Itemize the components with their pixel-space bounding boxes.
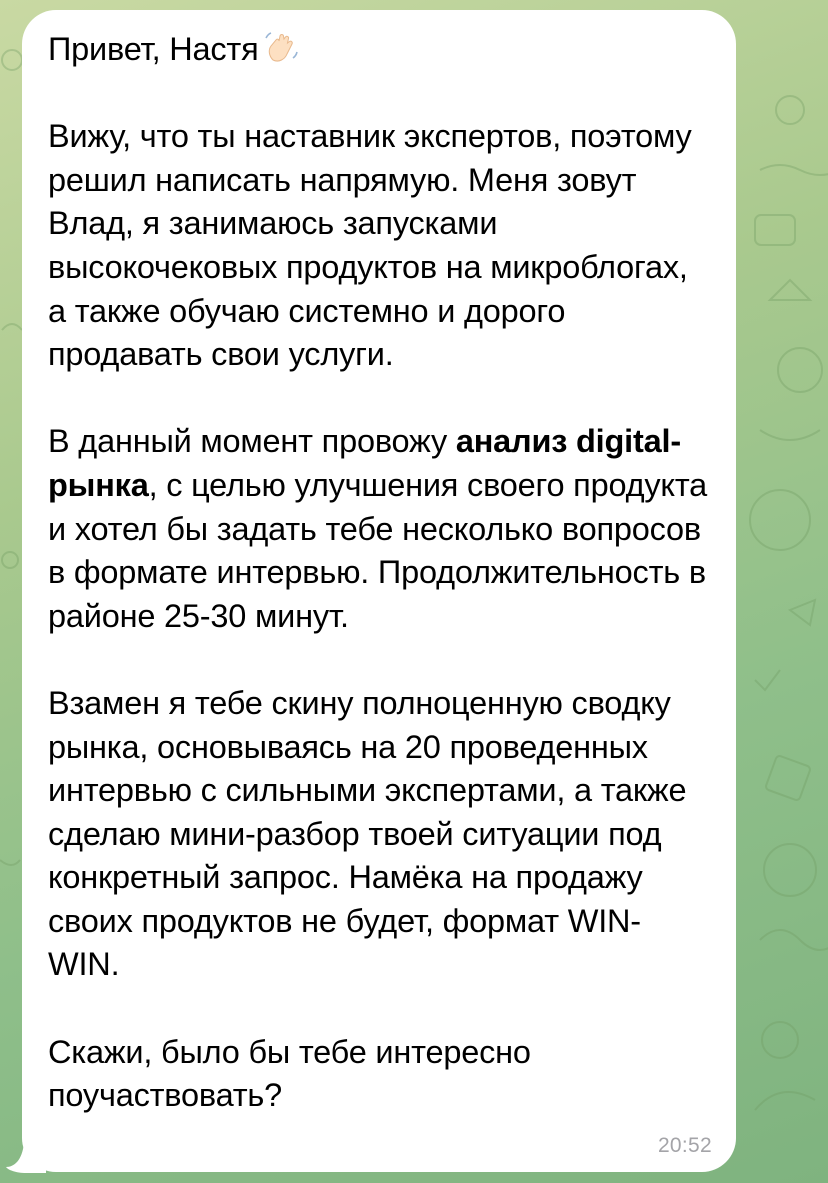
bubble-tail [6, 1143, 46, 1173]
message-paragraph-2: В данный момент провожу анализ digital-рынка, с целью улучшения своего продукта и хотел бы задать тебе несколько вопросов в формате интервью. Продолжительность в районе 25-30 минут. [48, 423, 708, 634]
waving-hand-icon [263, 30, 299, 66]
message-text [48, 28, 708, 1118]
message-paragraph-4: Скажи, было бы тебе интересно поучаствовать? [48, 1033, 531, 1114]
message-greeting: Привет, Настя [48, 28, 708, 72]
message-paragraph-3: Взамен я тебе скину полноценную сводку рынка, основываясь на 20 проведенных интервью с сильными экспертами, а также сделаю мини-разбор твоей ситуации под конкретный запрос. Намёка на продажу своих продуктов не будет, формат WIN-WIN. [48, 684, 687, 983]
bold-phrase: анализ digital-рынка [48, 423, 681, 503]
message-bubble[interactable] [22, 10, 736, 1172]
message-time: 20:52 [657, 1134, 712, 1157]
message-paragraph-1: Вижу, что ты наставник экспертов, поэтому решил написать напрямую. Меня зовут Влад, я занимаюсь запусками высокочековых продуктов на микроблогах, а также обучаю системно и дорого продавать свои услуги. [48, 118, 692, 373]
